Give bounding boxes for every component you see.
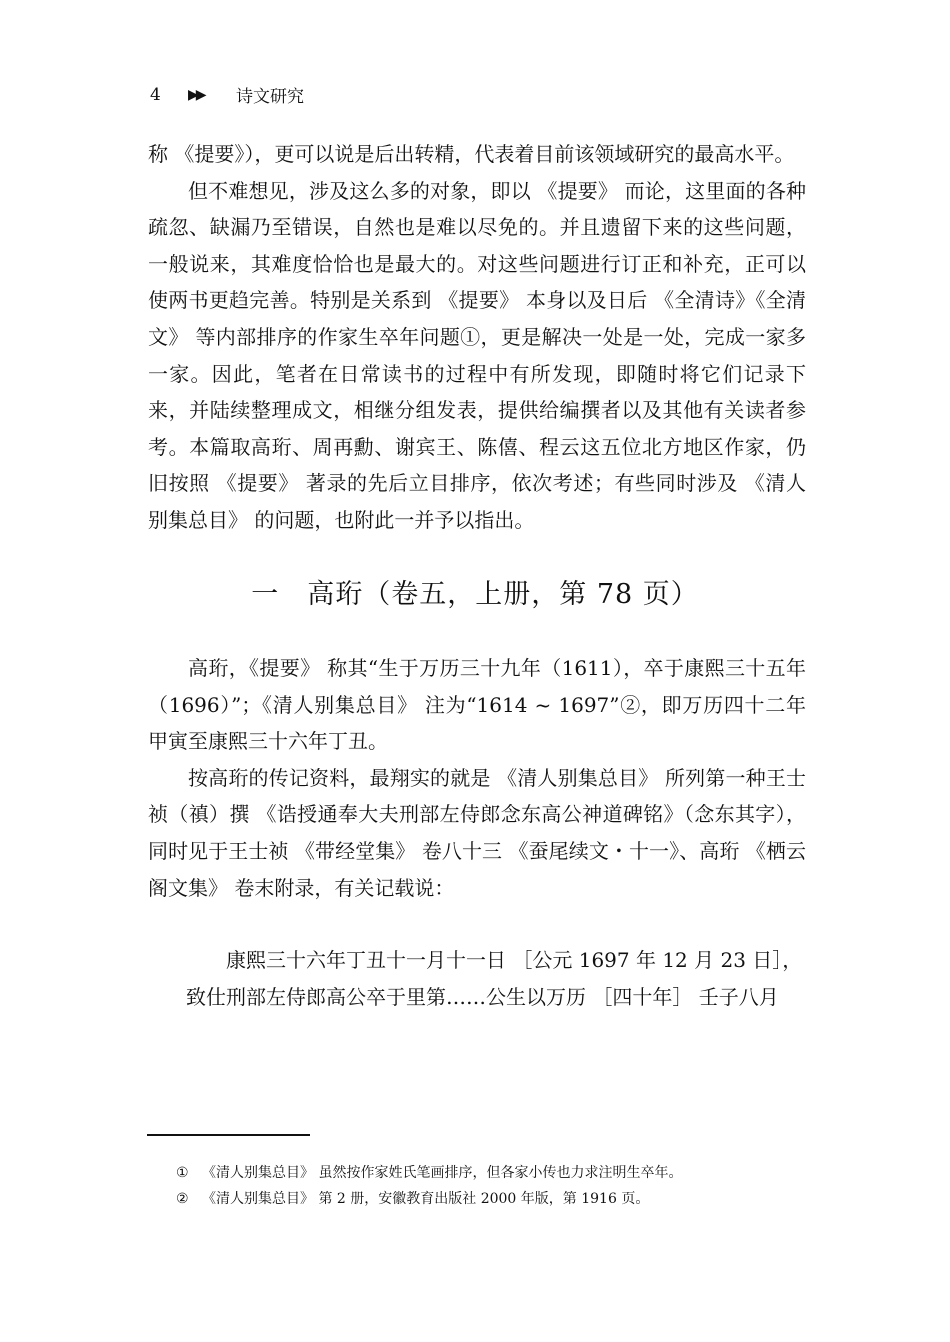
section-text: [148, 650, 806, 906]
quote-line: 康熙三十六年丁丑十一月十一日 ［公元 1697 年 12 月 23 日］，: [226, 948, 803, 972]
running-title: 诗文研究: [236, 87, 304, 107]
paragraph: 称 《提要》），更可以说是后出转精，代表着目前该领域研究的最高水平。: [148, 142, 795, 166]
footnote-mark: ①: [176, 1165, 189, 1181]
intro-text: [148, 136, 806, 539]
paragraph: 但不难想见，涉及这么多的对象，即以 《提要》 而论，这里面的各种疏忽、缺漏乃至错误，自然也是难以尽免的。并且遗留下来的这些问题，一般说来，其难度恰恰也是最大的。对这些问题进行订正和补充，正可以使两书更趋完善。特别是关系到 《提要》 本身以及日后 《全清诗》《全清文》 等内部排序的作家生卒年问题①，更是解决一处是一处，完成一家多一家。因此，笔者在日常读书的过程中有所发现，即随时将它们记录下来，并陆续整理成文，相继分组发表，提供给编撰者以及其他有关读者参考。本篇取高珩、周再勳、谢宾王、陈僖、程云这五位北方地区作家，仍旧按照 《提要》 著录的先后立目排序，依次考述；有些同时涉及 《清人别集总目》 的问题，也附此一并予以指出。: [148, 178, 806, 532]
section-heading: 一 高珩（卷五，上册，第 78 页）: [251, 579, 699, 610]
double-arrow-icon: ▶▶: [188, 86, 204, 103]
page-number: 4: [150, 84, 161, 105]
quote-line: 致仕刑部左侍郎高公卒于里第……公生以万历 ［四十年］ 壬子八月: [186, 985, 779, 1009]
footnote: [176, 1160, 682, 1186]
footnote: [176, 1186, 682, 1212]
footnote-text: 《清人别集总目》 虽然按作家姓氏笔画排序，但各家小传也力求注明生卒年。: [202, 1165, 683, 1181]
block-quote: [186, 942, 806, 1016]
footnote-mark: ②: [176, 1191, 189, 1207]
paragraph: 按高珩的传记资料，最翔实的就是 《清人别集总目》 所列第一种王士祯（禛）撰 《诰授通奉大夫刑部左侍郎念东高公神道碑铭》（念东其字），同时见于王士祯 《带经堂集》 卷八十三 《蚕尾续文・十一》、高珩 《栖云阁文集》 卷末附录，有关记载说：: [148, 765, 806, 900]
footnotes: [176, 1160, 682, 1212]
footnote-divider: [147, 1134, 310, 1136]
footnote-text: 《清人别集总目》 第 2 册，安徽教育出版社 2000 年版，第 1916 页。: [202, 1191, 650, 1207]
paragraph: 高珩，《提要》 称其“生于万历三十九年（1611），卒于康熙三十五年（1696）”；《清人别集总目》 注为“1614 ~ 1697”②，即万历四十二年甲寅至康熙三十六年丁丑。: [148, 656, 806, 754]
running-header: [150, 82, 304, 107]
